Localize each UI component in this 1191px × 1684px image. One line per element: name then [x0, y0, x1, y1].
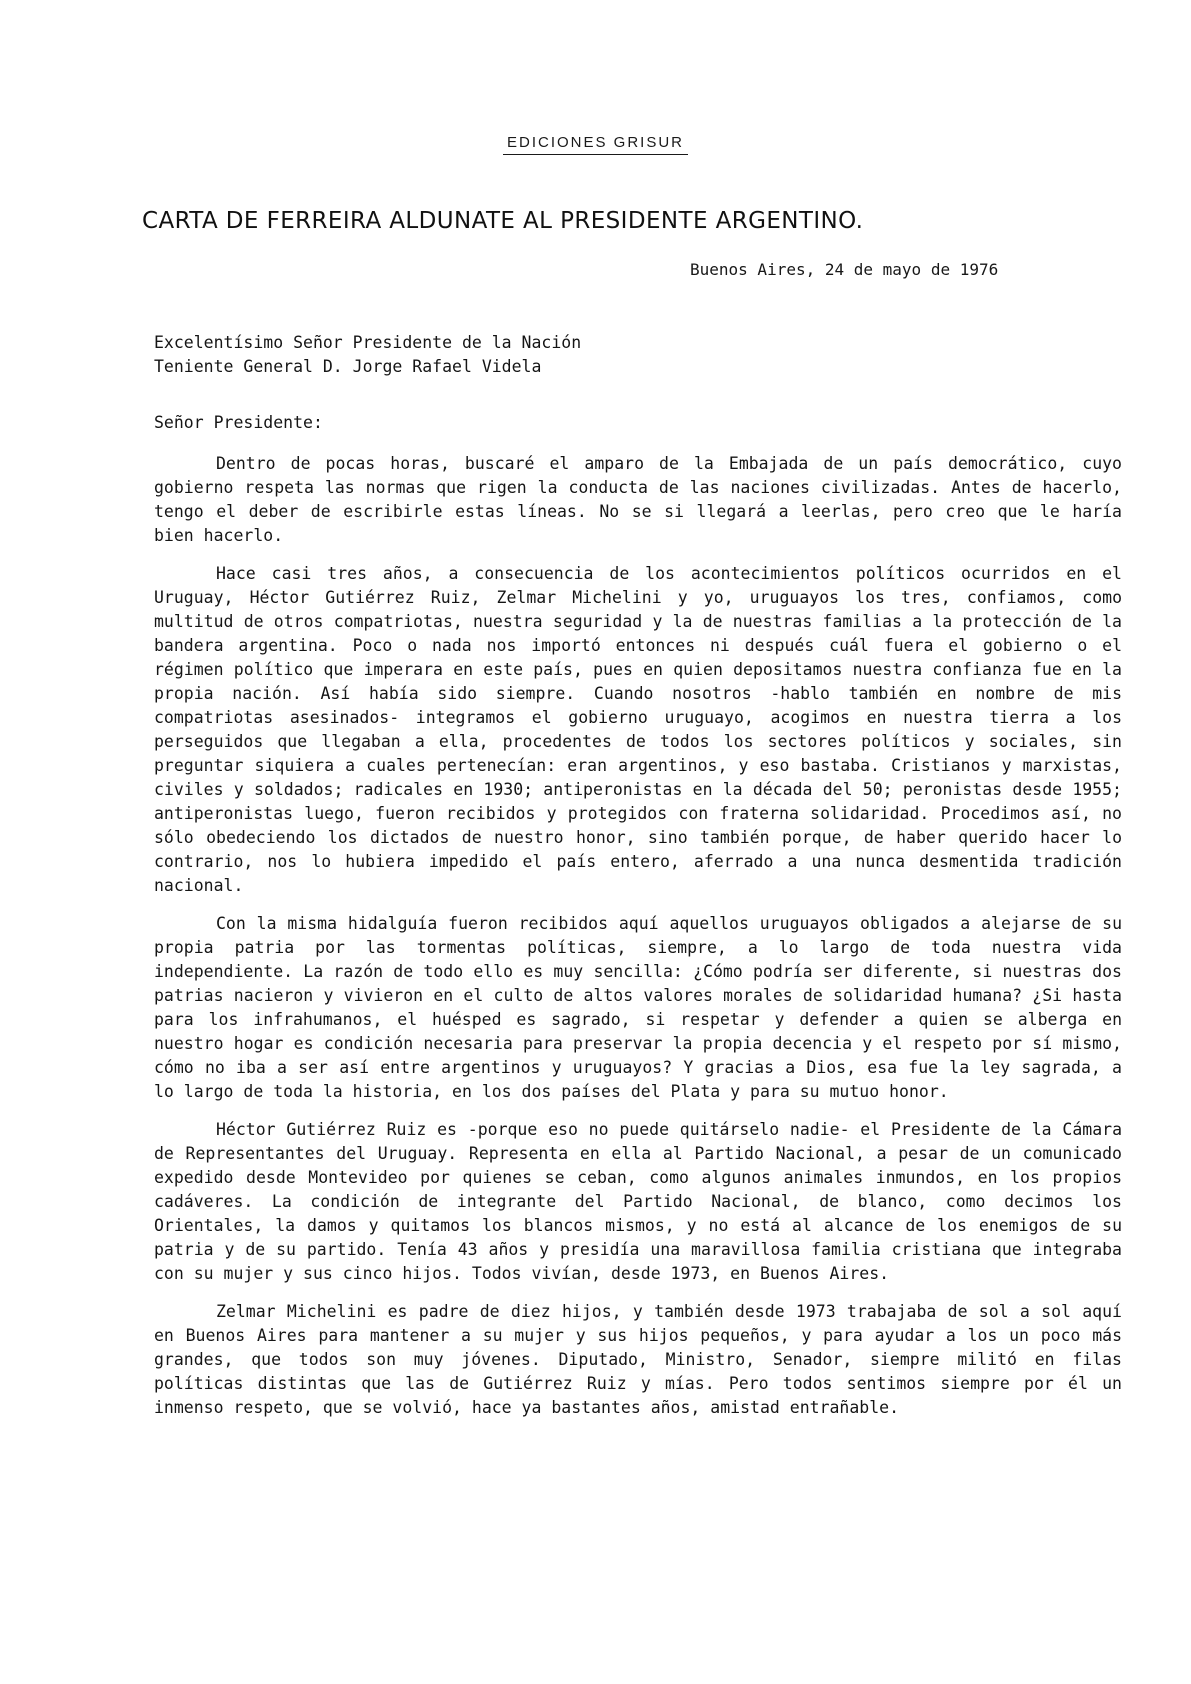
- date-line: Buenos Aires, 24 de mayo de 1976: [690, 260, 999, 279]
- letter-body: [154, 452, 1122, 1434]
- publisher-header: [0, 134, 1191, 151]
- body-paragraph-4: Héctor Gutiérrez Ruiz es -porque eso no puede quitárselo nadie- el Presidente de la Cámara de Representantes del Uruguay. Representa en ella al Partido Nacional, a pesar de un comunicado expedido desde Montevideo por quienes se ceban, como algunos animales inmundos, en los propios cadáveres. La condición de integrante del Partido Nacional, de blanco, como decimos los Orientales, la damos y quitamos los blancos mismos, y no está al alcance de los enemigos de su patria y de su partido. Tenía 43 años y presidía una maravillosa familia cristiana que integraba con su mujer y sus cinco hijos. Todos vivían, desde 1973, en Buenos Aires.: [154, 1120, 1122, 1283]
- body-paragraph-1: Dentro de pocas horas, buscaré el amparo de la Embajada de un país democrático, cuyo gobierno respeta las normas que rigen la conducta de las naciones civilizadas. Antes de hacerlo, tengo el deber de escribirle estas líneas. No se si llegará a leerlas, pero creo que le haría bien hacerlo.: [154, 454, 1122, 545]
- letter-title: CARTA DE FERREIRA ALDUNATE AL PRESIDENTE ARGENTINO.: [142, 208, 864, 234]
- salutation: Señor Presidente:: [154, 413, 323, 432]
- publisher-name: EDICIONES GRISUR: [503, 134, 688, 155]
- addressee-line-2: Teniente General D. Jorge Rafael Videla: [154, 357, 542, 376]
- body-paragraph-2: Hace casi tres años, a consecuencia de los acontecimientos políticos ocurridos en el Uruguay, Héctor Gutiérrez Ruiz, Zelmar Michelini y yo, uruguayos los tres, confiamos, como multitud de otros compatriotas, nuestra seguridad y la de nuestras familias a la protección de la bandera argentina. Poco o nada nos importó entonces ni después cuál fuera el gobierno o el régimen político que imperara en este país, pues en quien depositamos nuestra confianza fue en la propia nación. Así había sido siempre. Cuando nosotros -hablo también en nombre de mis compatriotas asesinados- integramos el gobierno uruguayo, acogimos en nuestra tierra a los perseguidos que llegaban a ella, procedentes de todos los sectores políticos y sociales, sin preguntar siquiera a cuales pertenecían: eran argentinos, y eso bastaba. Cristianos y marxistas, civiles y soldados; radicales en 1930; antiperonistas en la década del 50; peronistas desde 1955; antiperonistas luego, fueron recibidos y protegidos con fraterna solidaridad. Procedimos así, no sólo obedeciendo los dictados de nuestro honor, sino también porque, de haber querido hacer lo contrario, nos lo hubiera impedido el país entero, aferrado a una nunca desmentida tradición nacional.: [154, 564, 1122, 895]
- addressee-block: [154, 331, 1054, 379]
- body-paragraph-5: Zelmar Michelini es padre de diez hijos, y también desde 1973 trabajaba de sol a sol aquí en Buenos Aires para mantener a su mujer y sus hijos pequeños, y para ayudar a los un poco más grandes, que todos son muy jóvenes. Diputado, Ministro, Senador, siempre militó en filas políticas distintas que las de Gutiérrez Ruiz y mías. Pero todos sentimos siempre por él un inmenso respeto, que se volvió, hace ya bastantes años, amistad entrañable.: [154, 1302, 1122, 1417]
- addressee-line-1: Excelentísimo Señor Presidente de la Nación: [154, 333, 582, 352]
- body-paragraph-3: Con la misma hidalguía fueron recibidos aquí aquellos uruguayos obligados a alejarse de su propia patria por las tormentas políticas, siempre, a lo largo de toda nuestra vida independiente. La razón de todo ello es muy sencilla: ¿Cómo podría ser diferente, si nuestras dos patrias nacieron y vivieron en el culto de altos valores morales de solidaridad humana? ¿Si hasta para los infrahumanos, el huésped es sagrado, si respetar y defender a quien se alberga en nuestro hogar es condición necesaria para preservar la propia decencia y el respeto por sí mismo, cómo no iba a ser así entre argentinos y uruguayos? Y gracias a Dios, esa fue la ley sagrada, a lo largo de toda la historia, en los dos países del Plata y para su mutuo honor.: [154, 914, 1122, 1101]
